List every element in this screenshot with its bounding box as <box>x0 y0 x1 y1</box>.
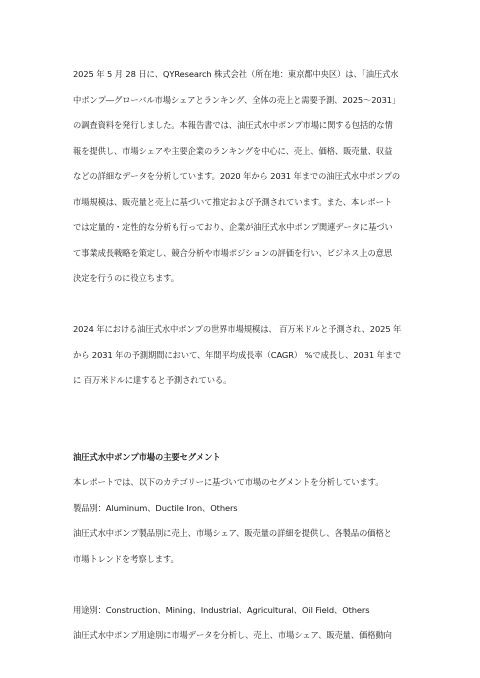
paragraph-line: 市場トレンドを考察します。 <box>73 553 179 564</box>
paragraph-line: 本レポートでは、以下のカテゴリーに基づいて市場のセグメントを分析しています。 <box>73 477 384 487</box>
paragraph-line: 油圧式水中ポンプ製品別に売上、市場シェア、販売量の詳細を提供し、各製品の価格と <box>73 528 392 538</box>
blank-line <box>73 394 413 420</box>
blank-line <box>73 572 413 598</box>
blank-line <box>73 292 413 318</box>
paragraph-line: 報を提供し、市場シェアや主要企業のランキングを中心に、売上、価格、販売量、収益 <box>73 145 393 156</box>
paragraph-line: 市場規模は、販売量と売上に基づいて推定および予測されています。また、本レポート <box>73 196 393 207</box>
paragraph-line: の調査資料を発行しました。本報告書では、油圧式水中ポンプ市場に関する包括的な情 <box>73 120 393 130</box>
document-body <box>73 62 413 649</box>
paragraph-line: などの詳細なデータを分析しています。2020 年から 2031 年までの油圧式水中ポンプの <box>73 171 401 181</box>
paragraph-line: 油圧式水中ポンプ用途別に市場データを分析し、売上、市場シェア、販売量、価格動向 <box>73 630 392 640</box>
paragraph-line: て事業成長戦略を策定し、競合分析や市場ポジションの評価を行い、ビジネス上の意思 <box>73 247 393 258</box>
section-heading: 油圧式水中ポンプ市場の主要セグメント <box>73 451 221 462</box>
paragraph-line: に 百万米ドルに達すると予測されている。 <box>73 375 232 385</box>
blank-line <box>73 419 413 445</box>
paragraph-line: 用途別：Construction、Mining、Industrial、Agricultural、Oil Field、Others <box>73 604 370 615</box>
paragraph-line: では定量的・定性的な分析も行っており、企業が油圧式水中ポンプ関連データに基づい <box>73 222 393 232</box>
paragraph-line: 決定を行うのに役立ちます。 <box>73 273 179 283</box>
paragraph-line: 製品別：Aluminum、Ductile Iron、Others <box>73 502 238 513</box>
paragraph-line: 中ポンプ―グローバル市場シェアとランキング、全体の売上と需要予測、2025～2031」 <box>73 94 401 105</box>
paragraph-line: から 2031 年の予測期間において、年間平均成長率（CAGR） %で成長し、2031 年まで <box>73 349 402 360</box>
paragraph-line: 2025 年 5 月 28 日に、QYResearch 株式会社（所在地：東京都中央区）は、「油圧式水 <box>73 69 399 79</box>
paragraph-line: 2024 年における油圧式水中ポンプの世界市場規模は、 百万米ドルと予測され、2025 年 <box>73 324 402 334</box>
